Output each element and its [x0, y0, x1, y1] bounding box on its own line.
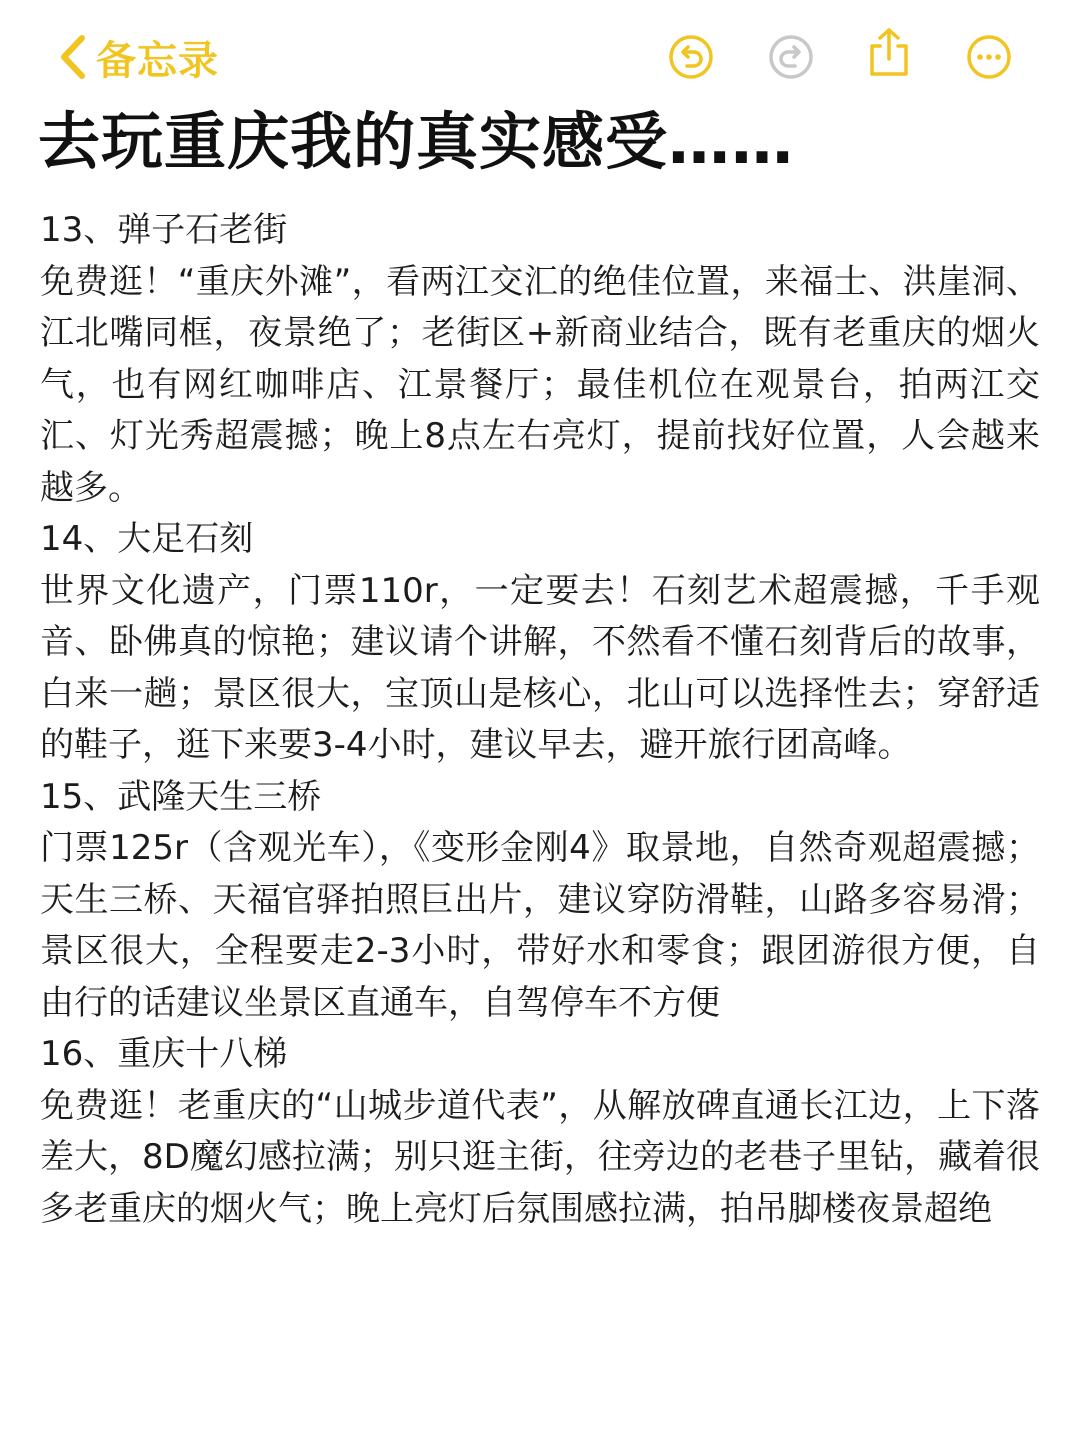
more-icon[interactable] — [966, 34, 1012, 80]
redo-icon[interactable] — [768, 34, 814, 80]
back-label: 备忘录 — [96, 37, 219, 84]
section-heading: 13、弹子石老街 — [40, 210, 288, 250]
note-title: 去玩重庆我的真实感受…… — [38, 105, 795, 178]
section-text: 免费逛！“重庆外滩”，看两江交汇的绝佳位置，来福士、洪崖洞、江北嘴同框，夜景绝了；老街区+新商业结合，既有老重庆的烟火气，也有网红咖啡店、江景餐厅；最佳机位在观景台，拍两江交汇、灯光秀超震撼；晚上8点左右亮灯，提前找好位置，人会越来越多。 — [40, 261, 1040, 508]
section-text: 门票125r（含观光车），《变形金刚4》取景地，自然奇观超震撼；天生三桥、天福官驿拍照巨出片，建议穿防滑鞋，山路多容易滑；景区很大，全程要走2-3小时，带好水和零食；跟团游很方便，自由行的话建议坐景区直通车，自驾停车不方便 — [40, 828, 1040, 1023]
section-heading: 16、重庆十八梯 — [40, 1034, 288, 1074]
section-heading: 14、大足石刻 — [40, 519, 254, 559]
section-text: 免费逛！老重庆的“山城步道代表”，从解放碑直通长江边，上下落差大，8D魔幻感拉满；别只逛主街，往旁边的老巷子里钻，藏着很多老重庆的烟火气；晚上亮灯后氛围感拉满，拍吊脚楼夜景超绝 — [40, 1085, 1040, 1229]
undo-icon[interactable] — [668, 34, 714, 80]
share-icon[interactable] — [866, 26, 912, 78]
chevron-left-icon — [58, 34, 88, 80]
section-heading: 15、武隆天生三桥 — [40, 776, 322, 817]
section-text: 世界文化遗产，门票110r，一定要去！石刻艺术超震撼，千手观音、卧佛真的惊艳；建议请个讲解，不然看不懂石刻背后的故事，白来一趟；景区很大，宝顶山是核心，北山可以选择性去；穿舒适的鞋子，逛下来要3-4小时，建议早去，避开旅行团高峰。 — [40, 570, 1040, 765]
navigation-bar — [0, 22, 1080, 92]
back-button[interactable] — [58, 28, 219, 86]
note-body[interactable] — [40, 205, 1040, 1235]
